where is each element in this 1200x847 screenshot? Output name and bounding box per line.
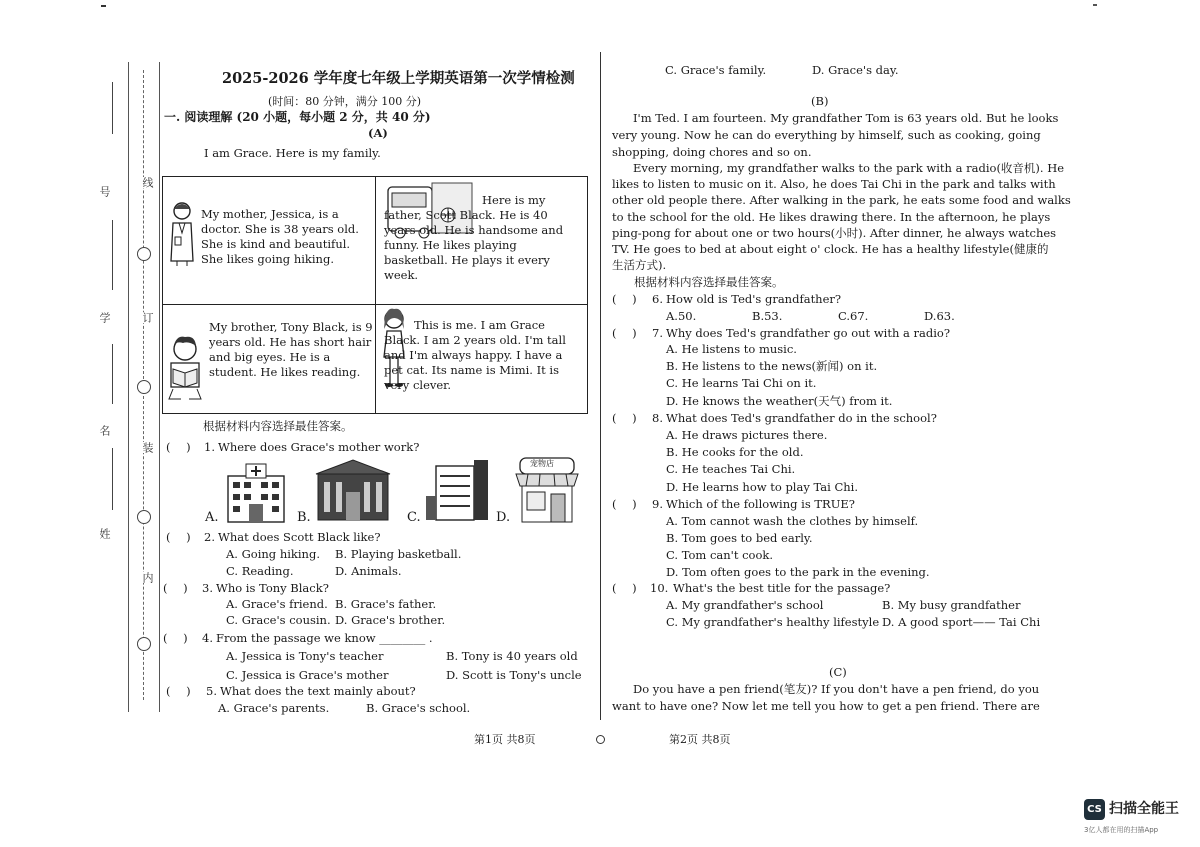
field-label-number: 号 (98, 186, 111, 197)
answer-blank-9[interactable]: ( ) (612, 497, 643, 511)
binding-char-line: 线 (133, 177, 155, 188)
question-6-num: 6. (652, 292, 663, 306)
q2-option-a[interactable]: A. Going hiking. (226, 547, 320, 561)
q3-option-a[interactable]: A. Grace's friend. (226, 597, 328, 611)
cell-grace (376, 305, 587, 413)
question-6-text: How old is Ted's grandfather? (666, 292, 842, 306)
scan-mark-left (101, 5, 106, 7)
cell-brother-text: My brother, Tony Black, is 9 years old. He has short hair and big eyes. He is a student. He likes reading. (209, 320, 373, 379)
q1-option-a[interactable]: A. (205, 510, 219, 525)
q4-option-b[interactable]: B. Tony is 40 years old (446, 649, 578, 663)
q2-option-c[interactable]: C. Reading. (226, 564, 294, 578)
passage-c-line: Do you have a pen friend(笔友)? If you don't have a pen friend, do you (633, 682, 1040, 696)
passage-b-line: very young. Now he can do everything by himself, such as cooking, going (612, 128, 1041, 142)
q6-option-c[interactable]: C.67. (838, 309, 869, 323)
boy-reading-illustration (165, 333, 205, 403)
camscanner-logo-icon: CS (1084, 799, 1105, 820)
q8-option-a[interactable]: A. He draws pictures there. (666, 428, 828, 442)
question-2-num: 2. (204, 530, 215, 544)
passage-b-instruction: 根据材料内容选择最佳答案。 (634, 275, 784, 289)
question-5-num: 5. (206, 684, 217, 698)
answer-blank-5[interactable]: ( ) (166, 684, 197, 698)
watermark-tagline: 3亿人都在用的扫描App (1084, 826, 1159, 834)
exam-subtitle: (时间：80 分钟，满分 100 分) (268, 95, 422, 108)
q6-option-a[interactable]: A.50. (666, 309, 697, 323)
field-label-surname: 姓 (98, 528, 111, 539)
question-4-num: 4. (202, 631, 213, 645)
pet-shop-sign: 宠物店 (530, 459, 554, 468)
question-1-text: Where does Grace's mother work? (218, 440, 420, 454)
q10-option-c[interactable]: C. My grandfather's healthy lifestyle (666, 615, 880, 629)
question-2-text: What does Scott Black like? (218, 530, 381, 544)
q7-option-c[interactable]: C. He learns Tai Chi on it. (666, 376, 817, 390)
passage-b-line: I'm Ted. I am fourteen. My grandfather Tom is 63 years old. But he looks (633, 111, 1059, 125)
cell-mother-text: My mother, Jessica, is a doctor. She is 38 years old. She is kind and beautiful. She likes going hiking. (201, 207, 359, 266)
passage-b-line: other old people there. After walking in the park, he eats some food and walks (612, 193, 1071, 207)
q2-option-d[interactable]: D. Animals. (335, 564, 402, 578)
section-heading: 一. 阅读理解 (20 小题，每小题 2 分，共 40 分) (164, 110, 431, 124)
passage-a-label: (A) (368, 126, 388, 140)
q5-option-a[interactable]: A. Grace's parents. (218, 701, 330, 715)
family-table (162, 176, 588, 414)
question-5-text: What does the text mainly about? (220, 684, 416, 698)
q9-option-c[interactable]: C. Tom can't cook. (666, 548, 774, 562)
question-8-num: 8. (652, 411, 663, 425)
q9-option-d[interactable]: D. Tom often goes to the park in the evening. (666, 565, 930, 579)
answer-blank-2[interactable]: ( ) (166, 530, 197, 544)
passage-c-line: want to have one? Now let me tell you how to get a pen friend. There are (612, 699, 1040, 713)
answer-blank-4[interactable]: ( ) (163, 631, 194, 645)
cell-grace-text: This is me. I am Grace Black. I am 2 years old. I'm tall and I'm always happy. I have a pet cat. Its name is Mimi. It is very clever. (384, 318, 566, 392)
answer-blank-6[interactable]: ( ) (612, 292, 643, 306)
q6-option-b[interactable]: B.53. (752, 309, 783, 323)
courthouse-building-icon (312, 456, 394, 524)
field-label-study: 学 (98, 312, 111, 323)
q1-option-b[interactable]: B. (297, 510, 311, 525)
q3-option-c[interactable]: C. Grace's cousin. (226, 613, 331, 627)
section-a-instruction: 根据材料内容选择最佳答案。 (203, 419, 353, 433)
answer-blank-7[interactable]: ( ) (612, 326, 643, 340)
mother-doctor-illustration (167, 199, 197, 267)
q3-option-d[interactable]: D. Grace's brother. (335, 613, 446, 627)
question-10-num: 10. (650, 581, 669, 595)
exam-title: 2025-2026 学年度七年级上学期英语第一次学情检测 (222, 70, 575, 87)
q4-option-a[interactable]: A. Jessica is Tony's teacher (226, 649, 384, 663)
q5-option-c[interactable]: C. Grace's family. (665, 63, 767, 77)
q7-option-a[interactable]: A. He listens to music. (666, 342, 797, 356)
q8-option-c[interactable]: C. He teaches Tai Chi. (666, 462, 796, 476)
q10-option-d[interactable]: D. A good sport—— Tai Chi (882, 615, 1041, 629)
q4-option-d[interactable]: D. Scott is Tony's uncle (446, 668, 582, 682)
passage-b-line: to the school for the old. He likes drawing there. In the afternoon, he plays (612, 210, 1051, 224)
binding-char-bind: 装 (133, 442, 155, 453)
watermark-brand: 扫描全能王 (1109, 801, 1179, 817)
answer-blank-10[interactable]: ( ) (612, 581, 643, 595)
scan-mark-right (1093, 4, 1097, 6)
hospital-building-icon (220, 458, 292, 524)
q7-option-b[interactable]: B. He listens to the news(新闻) on it. (666, 359, 878, 373)
question-7-text: Why does Ted's grandfather go out with a radio? (666, 326, 951, 340)
question-1-num: 1. (204, 440, 215, 454)
q5-option-d[interactable]: D. Grace's day. (812, 63, 899, 77)
answer-blank-8[interactable]: ( ) (612, 411, 643, 425)
question-3-num: 3. (202, 581, 213, 595)
q10-option-a[interactable]: A. My grandfather's school (666, 598, 824, 612)
passage-b-line: 生活方式). (612, 258, 667, 272)
q4-option-c[interactable]: C. Jessica is Grace's mother (226, 668, 389, 682)
page-number-right: 第2页 共8页 (669, 733, 731, 746)
page-number-left: 第1页 共8页 (474, 733, 536, 746)
passage-a-intro: I am Grace. Here is my family. (204, 146, 381, 160)
question-7-num: 7. (652, 326, 663, 340)
cell-father-text: Here is my father, Scott Black. He is 40 years old. He is handsome and funny. He likes playing basketball. He plays it every week. (384, 193, 564, 282)
center-fold-mark (596, 735, 605, 744)
passage-b-line: shopping, doing chores and so on. (612, 145, 812, 159)
cell-brother (163, 305, 375, 413)
q1-option-c[interactable]: C. (407, 510, 421, 525)
q8-option-b[interactable]: B. He cooks for the old. (666, 445, 804, 459)
binding-char-inside: 内 (133, 572, 155, 583)
cell-father (376, 177, 587, 304)
passage-b-line: Every morning, my grandfather walks to the park with a radio(收音机). He (633, 161, 1065, 175)
passage-c-label: (C) (829, 665, 847, 679)
q10-option-b[interactable]: B. My busy grandfather (882, 598, 1021, 612)
passage-b-label: (B) (811, 94, 829, 108)
q9-option-a[interactable]: A. Tom cannot wash the clothes by himself. (666, 514, 919, 528)
question-3-text: Who is Tony Black? (216, 581, 329, 595)
question-10-text: What's the best title for the passage? (673, 581, 891, 595)
question-9-text: Which of the following is TRUE? (666, 497, 855, 511)
field-label-name: 名 (98, 425, 111, 436)
q3-option-b[interactable]: B. Grace's father. (335, 597, 437, 611)
question-8-text: What does Ted's grandfather do in the school? (666, 411, 937, 425)
question-9-num: 9. (652, 497, 663, 511)
passage-b-line: TV. He goes to bed at about eight o' clock. He has a healthy lifestyle(健康的 (612, 242, 1049, 256)
passage-b-line: likes to listen to music on it. Also, he does Tai Chi in the park and talks with (612, 177, 1056, 191)
q2-option-b[interactable]: B. Playing basketball. (335, 547, 462, 561)
answer-blank-1[interactable]: ( ) (166, 440, 197, 454)
q7-option-d[interactable]: D. He knows the weather(天气) from it. (666, 394, 893, 408)
q9-option-b[interactable]: B. Tom goes to bed early. (666, 531, 813, 545)
q6-option-d[interactable]: D.63. (924, 309, 955, 323)
q8-option-d[interactable]: D. He learns how to play Tai Chi. (666, 480, 858, 494)
question-4-text: From the passage we know ________ . (216, 631, 433, 645)
q1-option-d[interactable]: D. (496, 510, 511, 525)
column-divider (600, 52, 601, 720)
office-building-icon (422, 456, 498, 522)
binding-char-order: 订 (133, 312, 155, 323)
q5-option-b[interactable]: B. Grace's school. (366, 701, 471, 715)
cell-mother (163, 177, 375, 304)
passage-b-line: ping-pong for about one or two hours(小时). After dinner, he always watches (612, 226, 1057, 240)
answer-blank-3[interactable]: ( ) (163, 581, 194, 595)
binding-line-strip (128, 62, 160, 712)
